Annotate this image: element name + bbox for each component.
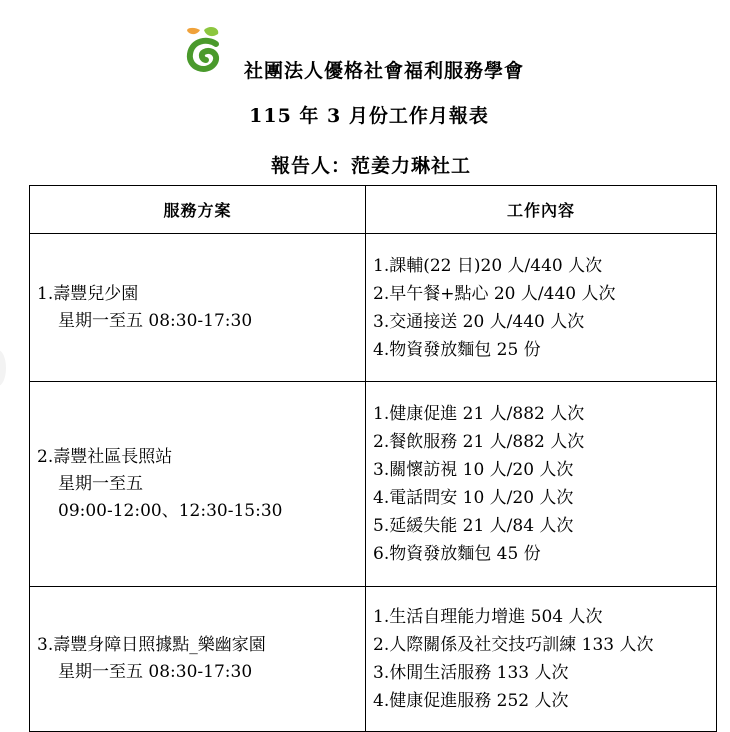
service-name: 3.壽豐身障日照據點_樂幽家園	[37, 635, 266, 655]
organization-name: 社團法人優格社會福利服務學會	[244, 60, 525, 82]
content-item: 1.生活自理能力增進 504 人次	[373, 607, 603, 627]
service-cell	[30, 587, 366, 732]
table-row	[30, 587, 717, 732]
organization-logo	[180, 26, 226, 74]
service-schedule: 星期一至五 08:30-17:30	[58, 662, 253, 682]
content-item: 2.早午餐+點心 20 人/440 人次	[373, 283, 616, 304]
table-header-row	[30, 186, 717, 234]
content-item: 4.電話問安 10 人/20 人次	[373, 488, 574, 508]
content-item: 4.健康促進服務 252 人次	[373, 691, 569, 711]
service-cell	[30, 382, 366, 587]
service-schedule: 星期一至五 08:30-17:30	[58, 310, 253, 331]
content-item: 4.物資發放麵包 25 份	[373, 339, 541, 360]
table-row	[30, 234, 717, 382]
content-item: 6.物資發放麵包 45 份	[373, 544, 541, 564]
content-cell	[366, 587, 717, 732]
content-item: 1.健康促進 21 人/882 人次	[373, 404, 585, 424]
service-cell	[30, 234, 366, 382]
table-row	[30, 382, 717, 587]
content-cell	[366, 382, 717, 587]
content-cell	[366, 234, 717, 382]
service-name: 2.壽豐社區長照站	[37, 446, 173, 467]
content-item: 2.人際關係及社交技巧訓練 133 人次	[373, 635, 654, 655]
work-report-table	[29, 185, 717, 732]
reporter-line: 報告人：范姜力琳社工	[270, 155, 471, 177]
page-edge-handle	[0, 350, 6, 386]
service-schedule: 09:00-12:00、12:30-15:30	[58, 500, 283, 521]
column-header-content: 工作內容	[366, 186, 717, 234]
column-header-service: 服務方案	[30, 186, 366, 234]
content-item: 3.關懷訪視 10 人/20 人次	[373, 460, 574, 480]
service-name: 1.壽豐兒少園	[37, 283, 139, 304]
report-title: 115 年 3 月份工作月報表	[249, 105, 489, 127]
service-schedule: 星期一至五	[58, 473, 143, 494]
content-item: 3.休閒生活服務 133 人次	[373, 663, 569, 683]
content-item: 3.交通接送 20 人/440 人次	[373, 311, 585, 332]
content-item: 1.課輔(22 日)20 人/440 人次	[373, 255, 603, 276]
content-item: 2.餐飲服務 21 人/882 人次	[373, 432, 585, 452]
content-item: 5.延緩失能 21 人/84 人次	[373, 516, 574, 536]
